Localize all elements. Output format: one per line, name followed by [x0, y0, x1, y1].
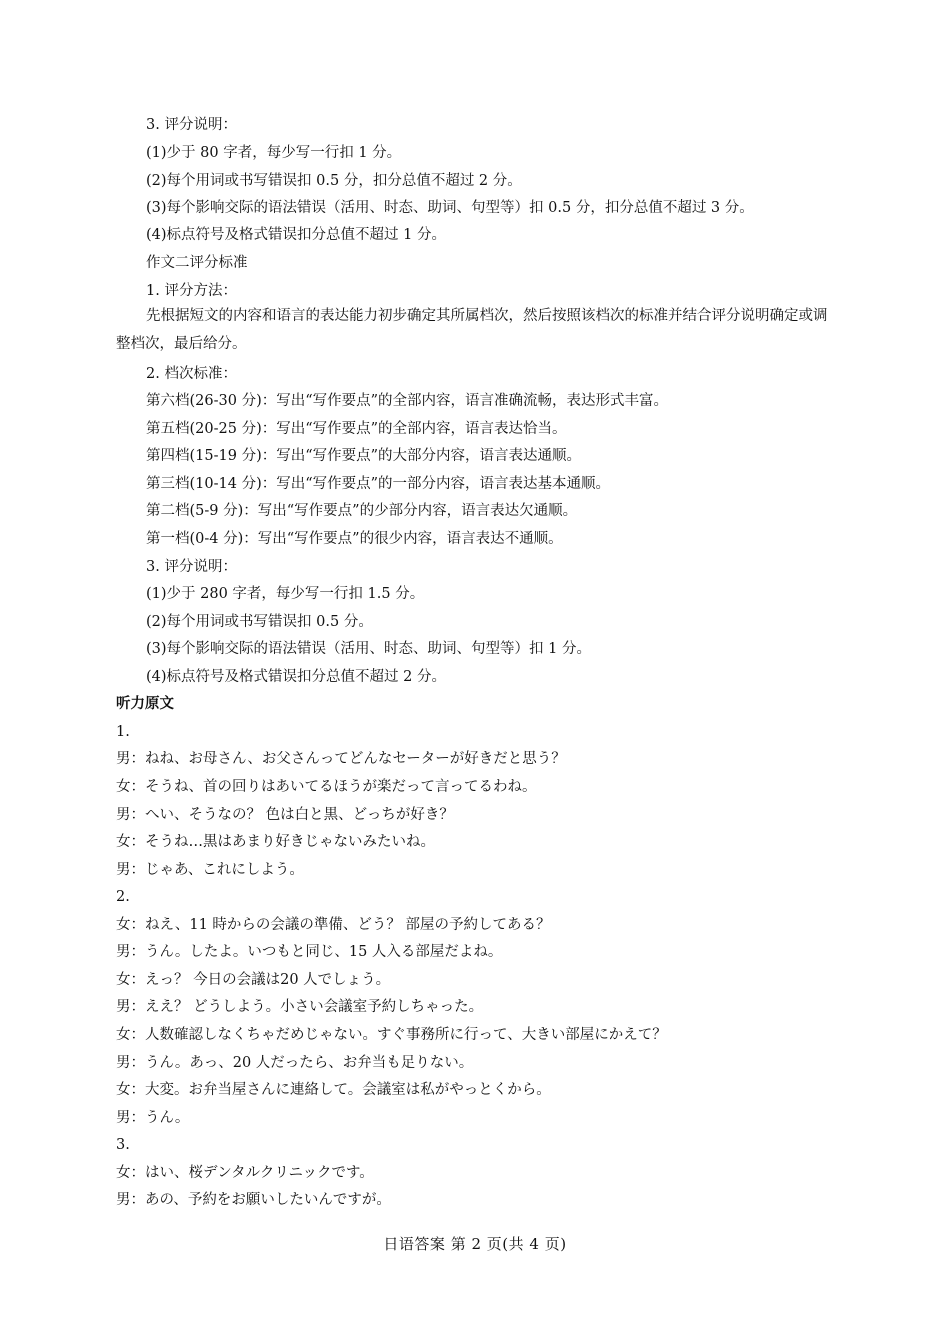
dialogue-line: 女：はい、桜デンタルクリニックです。 [116, 1165, 374, 1181]
scoring-b-level-4: 第四档(15-19 分)：写出“写作要点”的大部分内容，语言表达通顺。 [146, 448, 582, 464]
dialogue-line: 女：人数確認しなくちゃだめじゃない。すぐ事務所に行って、大きい部屋にかえて？ [116, 1027, 667, 1043]
scoring-a-note-3: (3)每个影响交际的语法错误（活用、时态、助词、句型等）扣 0.5 分，扣分总值不超过 3 分。 [146, 200, 754, 216]
scoring-b-note-1: (1)少于 280 字者，每少写一行扣 1.5 分。 [146, 586, 425, 602]
scoring-b-method-title: 1. 评分方法： [146, 283, 237, 299]
dialogue-line: 女：ねえ、11 時からの会議の準備、どう？ 部屋の予約してある？ [116, 917, 551, 933]
scoring-a-note-2: (2)每个用词或书写错误扣 0.5 分，扣分总值不超过 2 分。 [146, 173, 522, 189]
scoring-b-note-3: (3)每个影响交际的语法错误（活用、时态、助词、句型等）扣 1 分。 [146, 641, 591, 657]
scoring-b-level-5: 第五档(20-25 分)：写出“写作要点”的全部内容，语言表达恰当。 [146, 421, 567, 437]
listening-title: 听力原文 [116, 696, 174, 712]
scoring-a-note-4: (4)标点符号及格式错误扣分总值不超过 1 分。 [146, 227, 446, 243]
section-number: 3. [116, 1137, 130, 1153]
dialogue-line: 男：あの、予約をお願いしたいんですが。 [116, 1192, 391, 1208]
scoring-b-level-2: 第二档(5-9 分)：写出“写作要点”的少部分内容，语言表达欠通顺。 [146, 503, 578, 519]
dialogue-line: 男：うん。あっ、20 人だったら、お弁当も足りない。 [116, 1055, 474, 1071]
scoring-b-title: 作文二评分标准 [146, 255, 248, 271]
dialogue-line: 女：えっ？ 今日の会議は20 人でしょう。 [116, 972, 391, 988]
dialogue-line: 男：うん。 [116, 1110, 190, 1126]
dialogue-line: 女：大変。お弁当屋さんに連絡して。会議室は私がやっとくから。 [116, 1082, 551, 1098]
scoring-b-notes-title: 3. 评分说明： [146, 559, 237, 575]
dialogue-line: 女：そうね…黒はあまり好きじゃないみたいね。 [116, 834, 435, 850]
scoring-b-level-3: 第三档(10-14 分)：写出“写作要点”的一部分内容，语言表达基本通顺。 [146, 476, 611, 492]
dialogue-line: 男：うん。したよ。いつもと同じ、15 人入る部屋だよね。 [116, 944, 503, 960]
scoring-a-notes-title: 3. 评分说明： [146, 117, 237, 133]
scoring-b-level-6: 第六档(26-30 分)：写出“写作要点”的全部内容，语言准确流畅，表达形式丰富。 [146, 393, 669, 409]
page-footer: 日语答案 第 2 页(共 4 页) [383, 1235, 567, 1253]
dialogue-line: 男：ねね、お母さん、お父さんってどんなセーターが好きだと思う？ [116, 751, 566, 767]
scoring-a-note-1: (1)少于 80 字者，每少写一行扣 1 分。 [146, 145, 402, 161]
scoring-b-level-1: 第一档(0-4 分)：写出“写作要点”的很少内容，语言表达不通顺。 [146, 531, 563, 547]
dialogue-line: 男：じゃあ、これにしよう。 [116, 862, 304, 878]
scoring-b-levels-title: 2. 档次标准： [146, 366, 237, 382]
scoring-b-note-4: (4)标点符号及格式错误扣分总值不超过 2 分。 [146, 669, 446, 685]
scoring-b-note-2: (2)每个用词或书写错误扣 0.5 分。 [146, 614, 373, 630]
scoring-b-method-text: 先根据短文的内容和语言的表达能力初步确定其所属档次，然后按照该档次的标准并结合评分说明确定或调整档次，最后给分。 [116, 308, 828, 352]
dialogue-line: 男：へい、そうなの？ 色は白と黒、どっちが好き？ [116, 807, 454, 823]
section-number: 2. [116, 889, 130, 905]
dialogue-line: 女：そうね、首の回りはあいてるほうが楽だって言ってるわね。 [116, 779, 537, 795]
dialogue-line: 男：ええ？ どうしよう。小さい会議室予約しちゃった。 [116, 999, 484, 1015]
section-number: 1. [116, 724, 130, 740]
